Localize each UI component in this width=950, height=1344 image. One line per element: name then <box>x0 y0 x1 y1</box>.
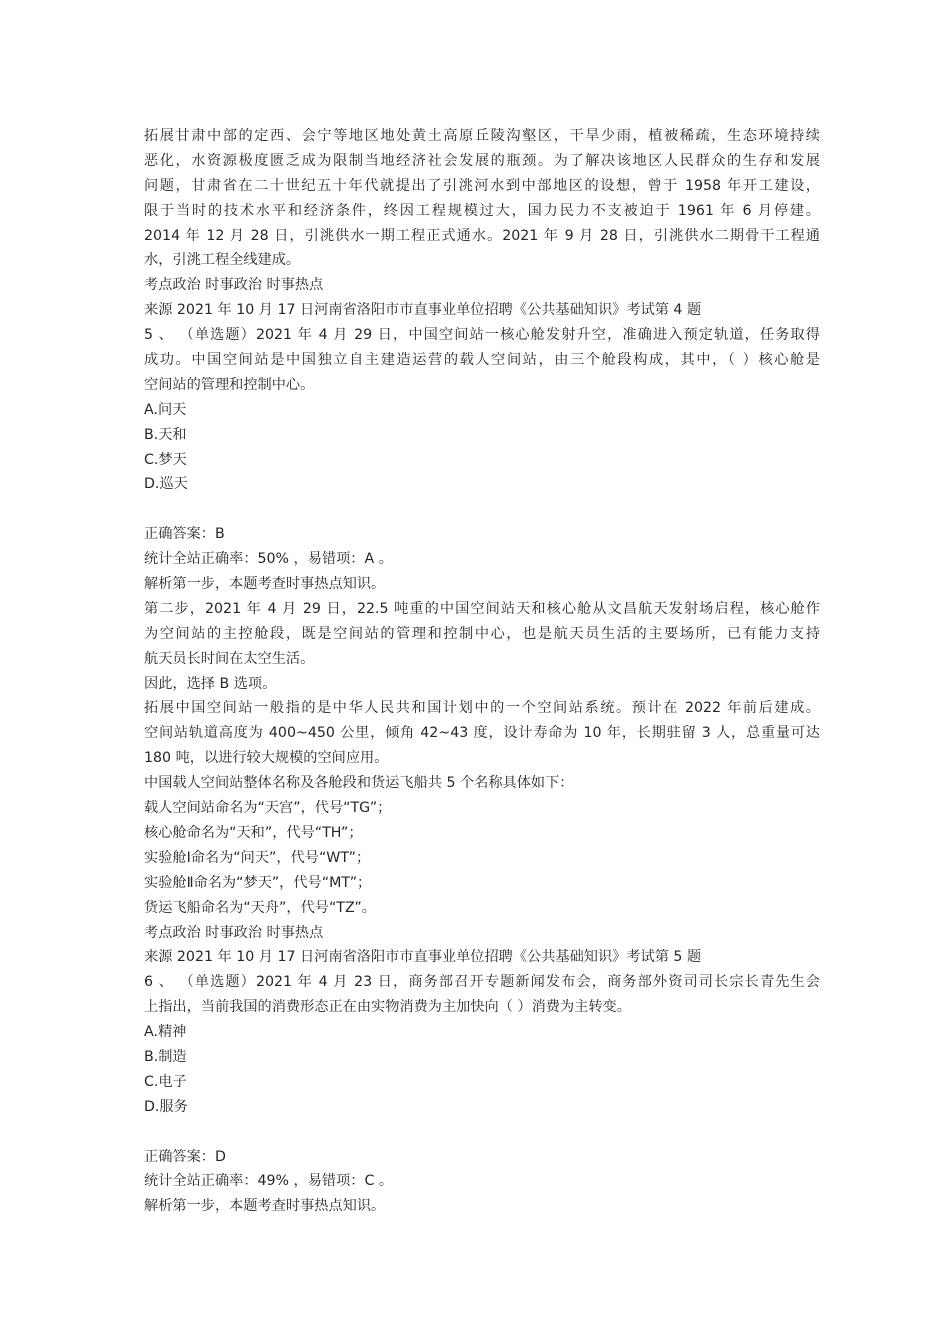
paragraph <box>144 472 820 497</box>
text-line: 水，引洮工程全线建成。 <box>144 252 301 269</box>
document-page <box>144 124 820 1219</box>
paragraph <box>144 1045 820 1070</box>
text-line: B.制造 <box>144 1048 187 1065</box>
text-line: C.电子 <box>144 1073 187 1090</box>
text-line: 问题，甘肃省在二十世纪五十年代就提出了引洮河水到中部地区的设想，曾于 1958 年开工建设， <box>144 177 820 194</box>
paragraph <box>144 945 820 970</box>
blank-line <box>144 1120 820 1145</box>
text-line: 实验舱Ⅰ命名为“问天”，代号“WT”； <box>144 849 371 866</box>
paragraph <box>144 1020 820 1045</box>
paragraph <box>144 821 820 846</box>
text-line: A.问天 <box>144 401 187 418</box>
text-line: 正确答案：D <box>144 1148 226 1165</box>
text-line: 统计全站正确率：49% ，易错项：C 。 <box>144 1173 394 1190</box>
text-line: 拓展中国空间站一般指的是中华人民共和国计划中的一个空间站系统。预计在 2022 年前后建成。 <box>144 700 820 717</box>
paragraph <box>144 921 820 946</box>
paragraph <box>144 323 820 398</box>
text-line: A.精神 <box>144 1024 187 1041</box>
paragraph <box>144 1070 820 1095</box>
text-line: 来源 2021 年 10 月 17 日河南省洛阳市市直事业单位招聘《公共基础知识》考试第 4 题 <box>144 302 702 319</box>
paragraph <box>144 672 820 697</box>
paragraph <box>144 1145 820 1170</box>
text-line: 统计全站正确率：50% ，易错项：A 。 <box>144 551 393 568</box>
paragraph <box>144 1095 820 1120</box>
text-line: 2014 年 12 月 28 日，引洮供水一期工程正式通水。2021 年 9 月 28 日，引洮供水二期骨干工程通 <box>144 227 820 244</box>
text-line: 上指出，当前我国的消费形态正在由实物消费为主加快向（ ）消费为主转变。 <box>144 999 631 1016</box>
text-line: 航天员长时间在太空生活。 <box>144 650 315 667</box>
text-line: 180 吨，以进行较大规模的空间应用。 <box>144 750 389 767</box>
paragraph <box>144 597 820 672</box>
paragraph <box>144 522 820 547</box>
text-line: 5 、 （单选题）2021 年 4 月 29 日，中国空间站一核心舱发射升空，准确进入预定轨道，任务取得 <box>144 327 820 344</box>
text-line: 空间站的管理和控制中心。 <box>144 376 315 393</box>
paragraph <box>144 771 820 796</box>
paragraph <box>144 298 820 323</box>
text-line: 核心舱命名为“天和”，代号“TH”； <box>144 824 363 841</box>
text-line: 来源 2021 年 10 月 17 日河南省洛阳市市直事业单位招聘《公共基础知识》考试第 5 题 <box>144 949 702 966</box>
text-line: 为空间站的主控舱段，既是空间站的管理和控制中心，也是航天员生活的主要场所，已有能力支持 <box>144 625 820 642</box>
text-line: 正确答案：B <box>144 526 225 543</box>
paragraph <box>144 846 820 871</box>
text-line: 6 、 （单选题）2021 年 4 月 23 日，商务部召开专题新闻发布会，商务部外资司司长宗长青先生会 <box>144 974 820 991</box>
paragraph <box>144 896 820 921</box>
text-line: 考点政治 时事政治 时事热点 <box>144 277 324 294</box>
paragraph <box>144 423 820 448</box>
paragraph <box>144 398 820 423</box>
text-line: 解析第一步，本题考查时事热点知识。 <box>144 1198 386 1215</box>
paragraph <box>144 124 820 273</box>
blank-line <box>144 497 820 522</box>
text-line: 因此，选择 B 选项。 <box>144 675 277 692</box>
paragraph <box>144 796 820 821</box>
text-line: 拓展甘肃中部的定西、会宁等地区地处黄土高原丘陵沟壑区，干旱少雨，植被稀疏，生态环境持续 <box>144 128 820 144</box>
text-line: B.天和 <box>144 426 187 443</box>
paragraph <box>144 547 820 572</box>
paragraph <box>144 273 820 298</box>
paragraph <box>144 1169 820 1194</box>
text-line: D.服务 <box>144 1098 188 1115</box>
paragraph <box>144 572 820 597</box>
paragraph <box>144 696 820 771</box>
text-line: 中国载人空间站整体名称及各舱段和货运飞船共 5 个名称具体如下： <box>144 775 574 792</box>
paragraph <box>144 970 820 1020</box>
paragraph <box>144 1194 820 1219</box>
text-line: 货运飞船命名为“天舟”，代号“TZ”。 <box>144 899 376 916</box>
text-line: C.梦天 <box>144 451 187 468</box>
paragraph <box>144 871 820 896</box>
text-line: 成功。中国空间站是中国独立自主建造运营的载人空间站，由三个舱段构成，其中，（ ）核心舱是 <box>144 352 820 369</box>
text-line: 恶化，水资源极度匮乏成为限制当地经济社会发展的瓶颈。为了解决该地区人民群众的生存和发展 <box>144 152 820 169</box>
text-line: 解析第一步，本题考查时事热点知识。 <box>144 576 386 593</box>
text-line: 第二步，2021 年 4 月 29 日，22.5 吨重的中国空间站天和核心舱从文昌航天发射场启程，核心舱作 <box>144 600 820 617</box>
text-line: 考点政治 时事政治 时事热点 <box>144 924 324 941</box>
paragraph <box>144 448 820 473</box>
text-line: 实验舱Ⅱ命名为“梦天”，代号“MT”； <box>144 874 372 891</box>
text-line: 限于当时的技术水平和经济条件，终因工程规模过大，国力民力不支被迫于 1961 年 6 月停建。 <box>144 202 820 219</box>
text-line: 空间站轨道高度为 400~450 公里，倾角 42~43 度，设计寿命为 10 年，长期驻留 3 人，总重量可达 <box>144 725 820 742</box>
text-line: D.巡天 <box>144 476 188 493</box>
text-line: 载人空间站命名为“天宫”，代号“TG”； <box>144 800 392 817</box>
